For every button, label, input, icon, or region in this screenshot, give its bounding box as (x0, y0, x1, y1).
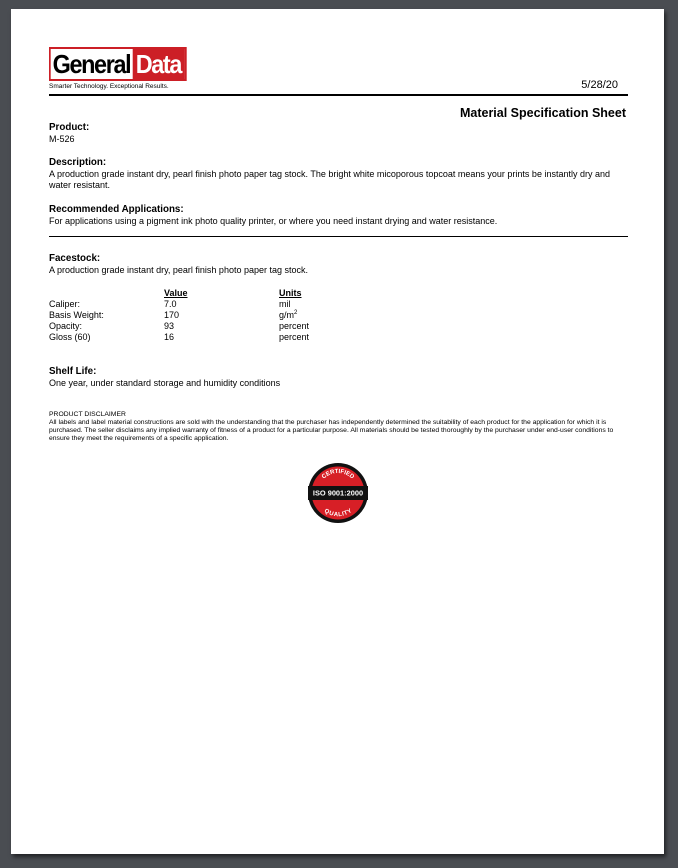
table-row (49, 321, 379, 332)
product-section (49, 122, 629, 145)
spec-name: Caliper: (49, 299, 81, 309)
spec-value: 16 (164, 332, 175, 342)
shelf-life-text: One year, under standard storage and humidity conditions (49, 378, 281, 388)
seal-bottom-text: QUALITY (322, 508, 354, 519)
spec-unit: g/m (279, 310, 295, 320)
spec-table (49, 288, 379, 343)
sheet-title: Material Specification Sheet (459, 106, 626, 120)
spec-value: 7.0 (164, 299, 177, 309)
logo-data-text: Data (133, 49, 185, 79)
seal-center-text: ISO 9001:2000 (312, 488, 364, 498)
spec-value: 93 (164, 321, 175, 331)
spec-unit: percent (279, 332, 310, 342)
product-disclaimer (49, 411, 629, 443)
iso-certified-seal-icon (307, 462, 369, 524)
description-label: Description: (49, 157, 107, 168)
table-row (49, 310, 379, 321)
spec-unit: mil (279, 299, 291, 309)
disclaimer-text: All labels and label material constructions are sold with the understanding that the purchaser has independently determined the suitability of each product for the application for which it is purchased. The seller disclaims any implied warranty of fitness of a product for a particular purpose. All materials should be tested thoroughly by the purchaser under end-user conditions to ensure they meet the requirements of a specific application. (49, 419, 614, 442)
header-divider (49, 94, 628, 96)
spec-header-row (49, 288, 379, 299)
company-tagline: Smarter Technology. Exceptional Results. (49, 83, 169, 90)
shelf-life-label: Shelf Life: (49, 366, 97, 377)
spec-unit-cell (279, 310, 379, 321)
seal-top-text: CERTIFIED (321, 468, 355, 481)
applications-text: For applications using a pigment ink photo quality printer, or where you need instant drying and water resistance. (49, 216, 498, 226)
document-date: 5/28/20 (581, 79, 618, 91)
applications-section (49, 204, 629, 227)
description-text: A production grade instant dry, pearl finish photo paper tag stock. The bright white micoporous topcoat means your prints be instantly dry and water resistant. (49, 169, 610, 190)
value-column-header: Value (164, 288, 188, 298)
spec-unit-superscript: 2 (294, 310, 298, 316)
description-section (49, 157, 629, 191)
table-row (49, 332, 379, 343)
shelf-life-section (49, 366, 629, 389)
spec-sheet-page (11, 9, 664, 854)
company-logo (49, 47, 202, 90)
spec-unit: percent (279, 321, 310, 331)
product-value: M-526 (49, 134, 75, 144)
spec-name: Basis Weight: (49, 310, 104, 320)
facestock-section (49, 253, 629, 276)
spec-name: Gloss (60) (49, 332, 91, 342)
table-row (49, 299, 379, 310)
spec-name: Opacity: (49, 321, 83, 331)
facestock-label: Facestock: (49, 253, 101, 264)
facestock-text: A production grade instant dry, pearl finish photo paper tag stock. (49, 265, 308, 275)
units-column-header: Units (279, 288, 302, 298)
product-label: Product: (49, 122, 90, 133)
section-divider (49, 236, 628, 237)
logo-wordmark (49, 47, 186, 81)
spec-value: 170 (164, 310, 180, 320)
logo-general-text: General (51, 49, 133, 79)
disclaimer-title: PRODUCT DISCLAIMER (49, 411, 126, 418)
applications-label: Recommended Applications: (49, 204, 184, 215)
